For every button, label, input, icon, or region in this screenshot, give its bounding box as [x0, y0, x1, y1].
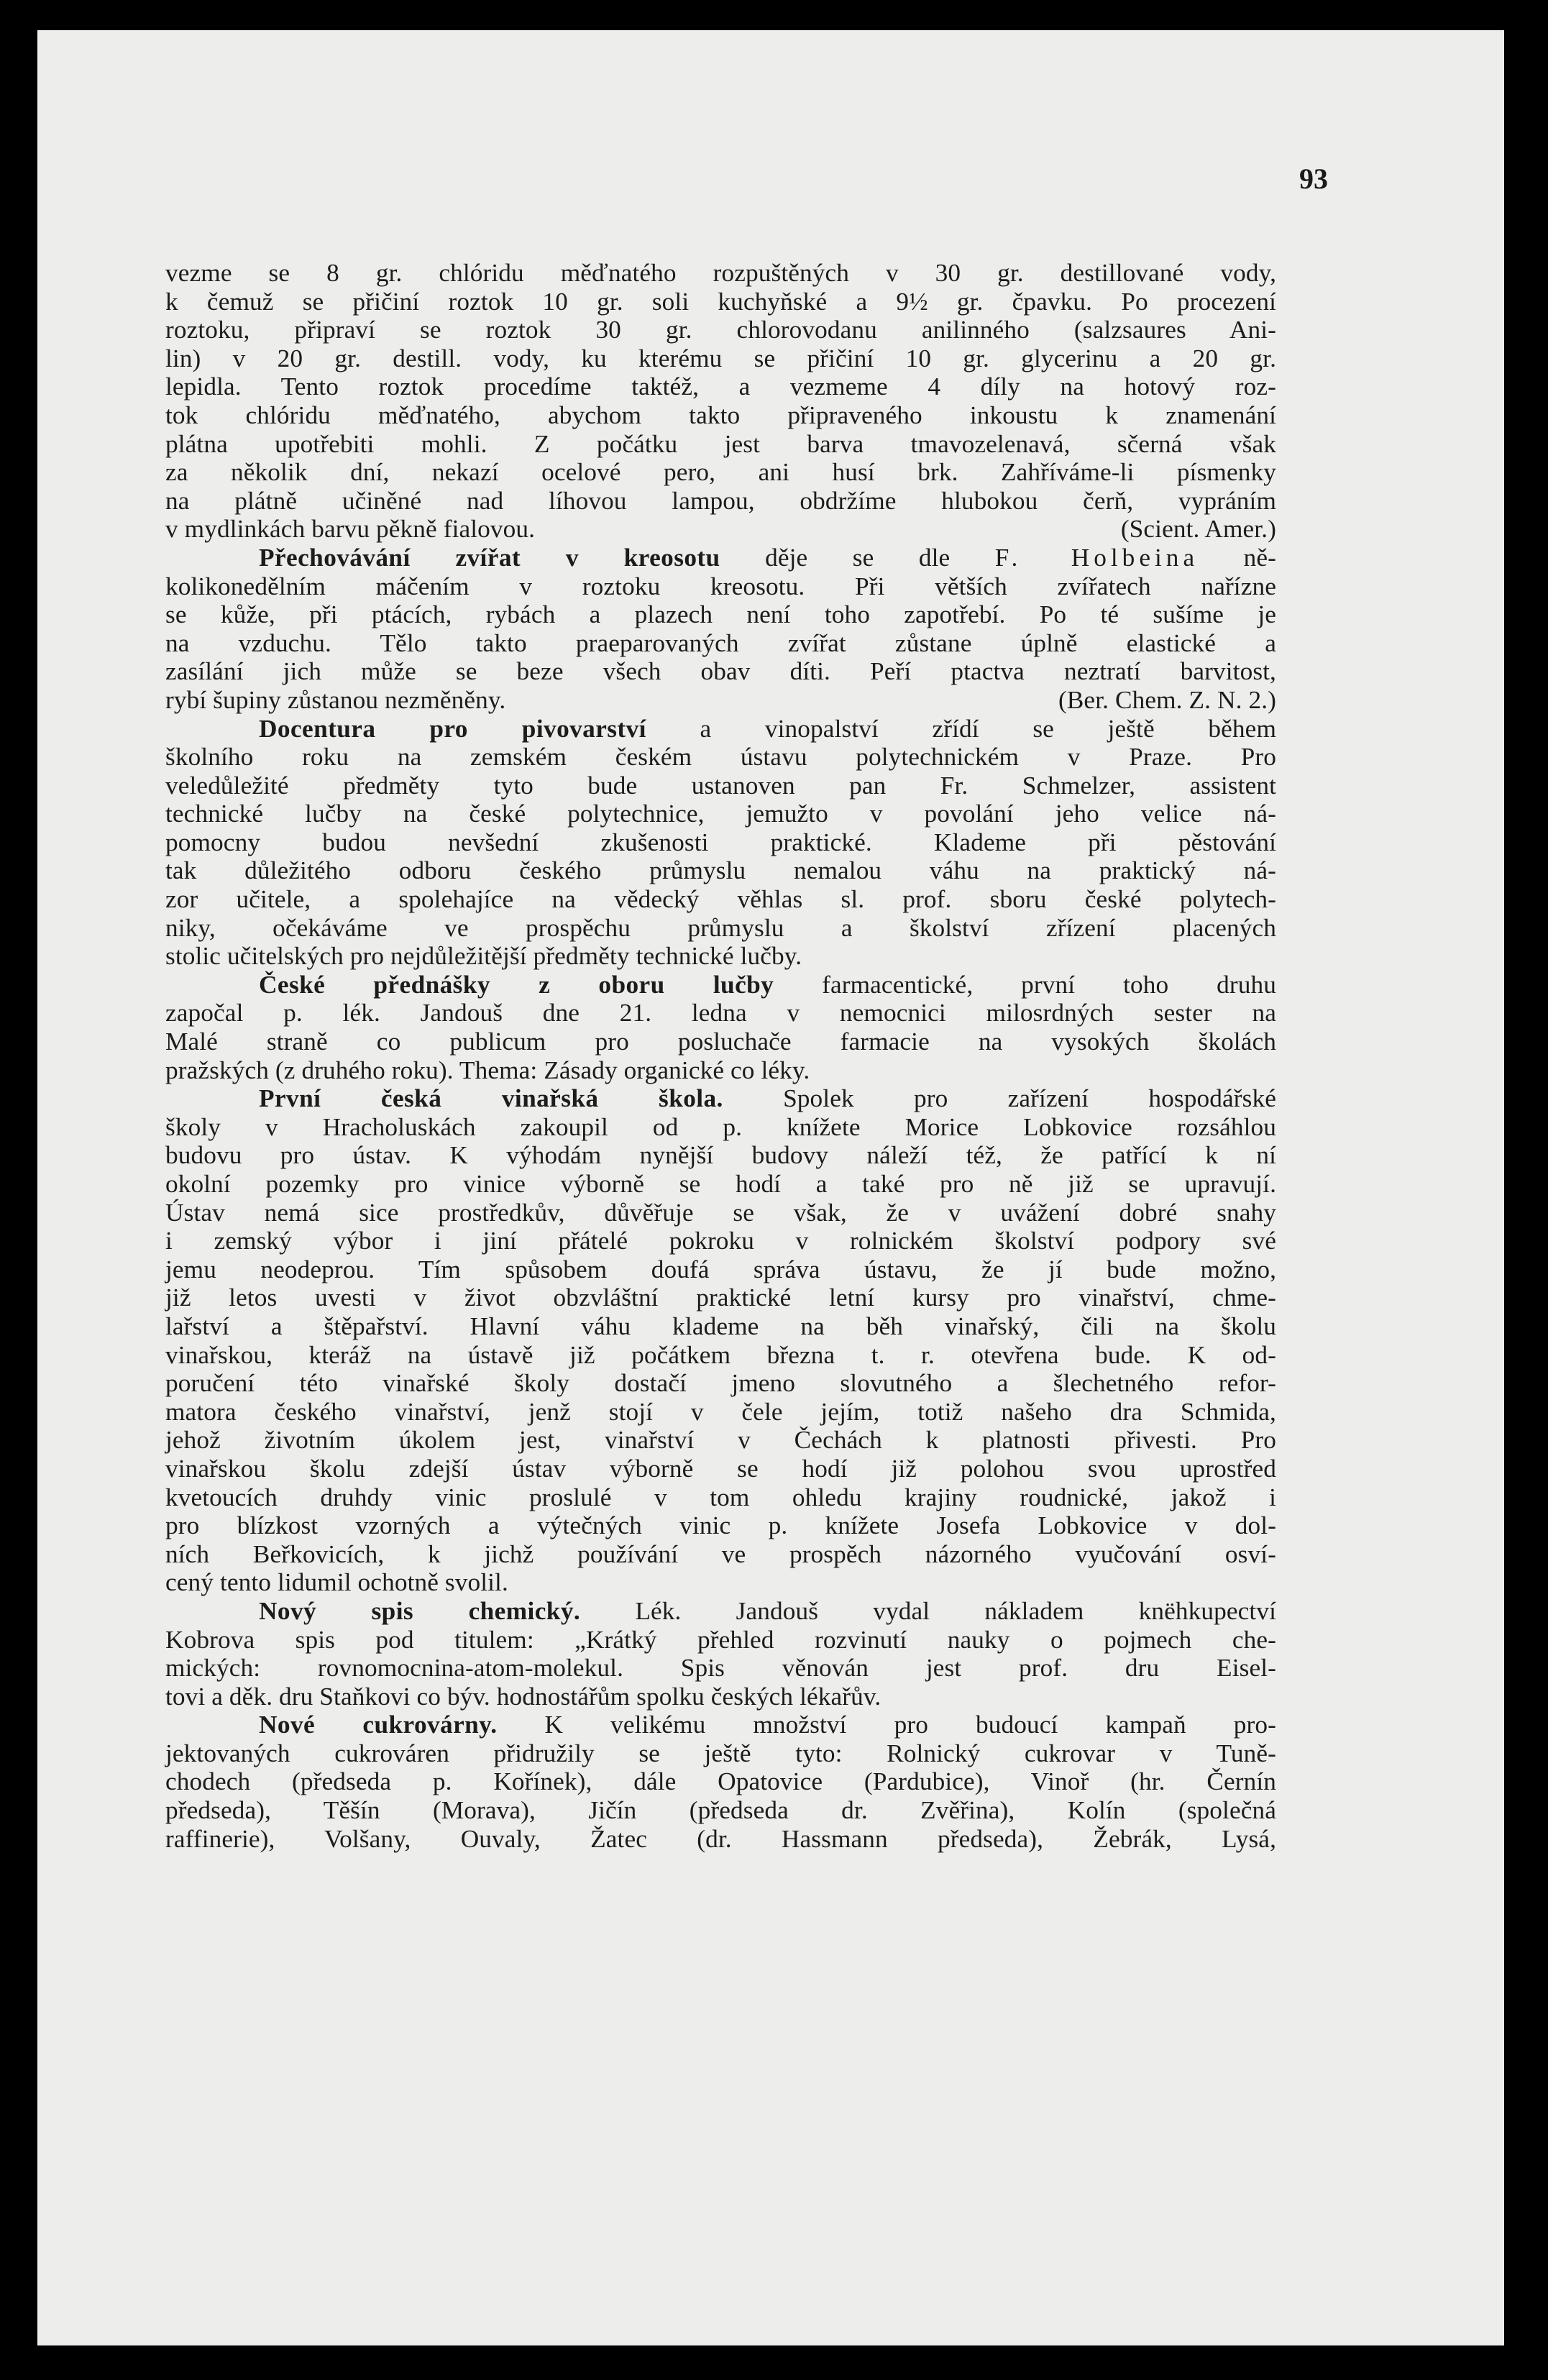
text-line: poručení této vinařské školy dostačí jmeno slovutného a šlechetného refor- — [165, 1369, 1276, 1398]
line-text: v mydlinkách barvu pěkně fialovou. — [165, 515, 536, 544]
text-line: zasílání jich může se beze všech obav díti. Peří ptactva neztratí barvitost, — [165, 657, 1276, 686]
line-text: farmacentické, první toho druhu — [822, 970, 1276, 999]
text-line: raffinerie), Volšany, Ouvaly, Žatec (dr. Hassmann předseda), Žebrák, Lysá, — [165, 1824, 1276, 1853]
text-line: pražských (z druhého roku). Thema: Zásady organické co léky. — [165, 1056, 810, 1084]
section-heading: První česká vinařská škola. — [259, 1084, 723, 1113]
paragraph-novy-spis — [165, 1597, 1276, 1711]
text-line: roztoku, připraví se roztok 30 gr. chlorovodanu anilinného (salzsaures Ani- — [165, 316, 1276, 344]
section-heading: Přechovávání zvířat v kreosotu — [259, 543, 720, 572]
text-line: ních Beřkovicích, k jichž používání ve prospěch názorného vyučování osví- — [165, 1539, 1276, 1568]
line-text: a vinopalství zřídí se ještě během — [700, 714, 1276, 743]
text-line: veledůležité předměty tyto bude ustanoven pan Fr. Schmelzer, assistent — [165, 771, 1276, 800]
text-line: plátna upotřebiti mohli. Z počátku jest barva tmavozelenavá, sčerná však — [165, 429, 1276, 458]
text-line: matora českého vinařství, jenž stojí v čele jejím, totiž našeho dra Schmida, — [165, 1397, 1276, 1426]
text-line: i zemský výbor i jiní přátelé pokroku v rolnickém školství podpory své — [165, 1227, 1276, 1255]
text-line: lin) v 20 gr. destill. vody, ku kterému se přičiní 10 gr. glycerinu a 20 gr. — [165, 344, 1276, 372]
line-text: rybí šupiny zůstanou nezměněny. — [165, 685, 506, 714]
text-line: pro blízkost vzorných a výtečných vinic p. knížete Josefa Lobkovice v dol- — [165, 1511, 1276, 1540]
text-line — [165, 1084, 1276, 1113]
text-line: niky, očekáváme ve prospěchu průmyslu a školství zřízení placených — [165, 913, 1276, 942]
text-line: budovu pro ústav. K výhodám nynější budovy náleží též, že patřící k ní — [165, 1141, 1276, 1170]
section-heading: Docentura pro pivovarství — [259, 714, 646, 743]
line-text: Spolek pro zařízení hospodářské — [783, 1084, 1276, 1113]
text-line: Malé straně co publicum pro posluchače farmacie na vysokých školách — [165, 1027, 1276, 1056]
text-line: kvetoucích druhdy vinic proslulé v tom ohledu krajiny roudnické, jakož i — [165, 1483, 1276, 1511]
text-line: školy v Hracholuskách zakoupil od p. knížete Morice Lobkovice rozsáhlou — [165, 1112, 1276, 1141]
line-text: Lék. Jandouš vydal nákladem knëhkupectví — [635, 1596, 1276, 1625]
text-line: započal p. lék. Jandouš dne 21. ledna v nemocnici milosrdných sester na — [165, 999, 1276, 1027]
source-citation: (Ber. Chem. Z. N. 2.) — [1058, 685, 1276, 714]
line-text: K velikému množství pro budoucí kampaň pro- — [544, 1711, 1276, 1739]
text-line: se kůže, při ptácích, rybách a plazech není toho zapotřebí. Po té sušíme je — [165, 600, 1276, 629]
text-line: chodech (předseda p. Kořínek), dále Opatovice (Pardubice), Vinoř (hr. Černín — [165, 1767, 1276, 1796]
text-line: tok chlóridu měďnatého, abychom takto připraveného inkoustu k znamenání — [165, 401, 1276, 429]
page-number: 93 — [1299, 163, 1328, 195]
text-line: okolní pozemky pro vinice výborně se hodí a také pro ně již se upravují. — [165, 1170, 1276, 1198]
text-line — [165, 686, 1276, 715]
book-page — [37, 30, 1504, 2345]
text-line — [165, 544, 1276, 572]
text-line: Kobrova spis pod titulem: „Krátký přehled rozvinutí nauky o pojmech che- — [165, 1625, 1276, 1654]
text-line: jemu neodeprou. Tím spůsobem doufá správa ústavu, že jí bude možno, — [165, 1255, 1276, 1283]
text-line: vinařskou, kteráž na ústavě již počátkem března t. r. otevřena bude. K od- — [165, 1340, 1276, 1369]
source-citation: (Scient. Amer.) — [1120, 515, 1276, 544]
line-text: ně- — [1243, 543, 1276, 572]
text-line: Ústav nemá sice prostředkův, důvěřuje se však, že v uvážení dobré snahy — [165, 1198, 1276, 1227]
article-text — [165, 259, 1276, 1853]
line-text: děje se dle — [765, 543, 951, 572]
paragraph-docentura — [165, 715, 1276, 971]
text-line: jehož životním úkolem jest, vinařství v Čechách k platnosti přivesti. Pro — [165, 1426, 1276, 1455]
text-line: vinařskou školu zdejší ústav výborně se hodí již polohou svou uprostřed — [165, 1454, 1276, 1483]
text-line: tak důležitého odboru českého průmyslu nemalou váhu na praktický ná- — [165, 856, 1276, 885]
text-line: mických: rovnomocnina-atom-molekul. Spis věnován jest prof. dru Eisel- — [165, 1654, 1276, 1683]
text-line: na vzduchu. Tělo takto praeparovaných zvířat zůstane úplně elastické a — [165, 628, 1276, 657]
text-line — [165, 971, 1276, 999]
text-line: kolikonedělním máčením v roztoku kreosotu. Při větších zvířatech nařízne — [165, 572, 1276, 600]
text-line: školního roku na zemském českém ústavu polytechnickém v Praze. Pro — [165, 743, 1276, 772]
text-line — [165, 1597, 1276, 1626]
text-line — [165, 515, 1276, 544]
paragraph-prednasky — [165, 971, 1276, 1084]
text-line: lepidla. Tento roztok procedíme taktéž, a vezmeme 4 díly na hotový roz- — [165, 372, 1276, 401]
section-heading: Nový spis chemický. — [259, 1596, 581, 1625]
paragraph-vinarska-skola — [165, 1084, 1276, 1597]
text-line: technické lučby na české polytechnice, jemužto v povolání jeho velice ná- — [165, 800, 1276, 828]
text-line: stolic učitelských pro nejdůležitější předměty technické lučby. — [165, 942, 802, 971]
text-line: za několik dní, nekazí ocelové pero, ani husí brk. Zahříváme-li písmenky — [165, 458, 1276, 487]
text-line: jektovaných cukrováren přidružily se ještě tyto: Rolnický cukrovar v Tuně- — [165, 1739, 1276, 1767]
section-heading: České přednášky z oboru lučby — [259, 970, 774, 999]
text-line — [165, 1711, 1276, 1739]
text-line: předseda), Těšín (Morava), Jičín (předseda dr. Zvěřina), Kolín (společná — [165, 1796, 1276, 1825]
text-line: cený tento lidumil ochotně svolil. — [165, 1568, 508, 1597]
paragraph-cukrovarny — [165, 1711, 1276, 1853]
paragraph-ink-recipe — [165, 259, 1276, 544]
text-line: pomocny budou nevšední zkušenosti praktické. Klademe při pěstování — [165, 828, 1276, 856]
text-line: na plátně učiněné nad líhovou lampou, obdržíme hlubokou čerň, vypráním — [165, 486, 1276, 515]
section-heading: Nové cukrovárny. — [259, 1711, 498, 1739]
text-line: k čemuž se přičiní roztok 10 gr. soli kuchyňské a 9½ gr. čpavku. Po procezení — [165, 287, 1276, 316]
paragraph-kreosot — [165, 544, 1276, 715]
text-line — [165, 715, 1276, 743]
text-line: vezme se 8 gr. chlóridu měďnatého rozpuštěných v 30 gr. destillované vody, — [165, 259, 1276, 287]
spaced-name: F. Holbeina — [994, 543, 1199, 572]
text-line: zor učitele, a spolehajíce na vědecký věhlas sl. prof. sboru české polytech- — [165, 885, 1276, 914]
text-line: tovi a děk. dru Staňkovi co býv. hodnostářům spolku českých lékařův. — [165, 1682, 881, 1711]
text-line: již letos uvesti v život obzvláštní praktické letní kursy pro vinařství, chme- — [165, 1283, 1276, 1312]
text-line: lařství a štěpařství. Hlavní váhu klademe na běh vinařský, čili na školu — [165, 1312, 1276, 1340]
